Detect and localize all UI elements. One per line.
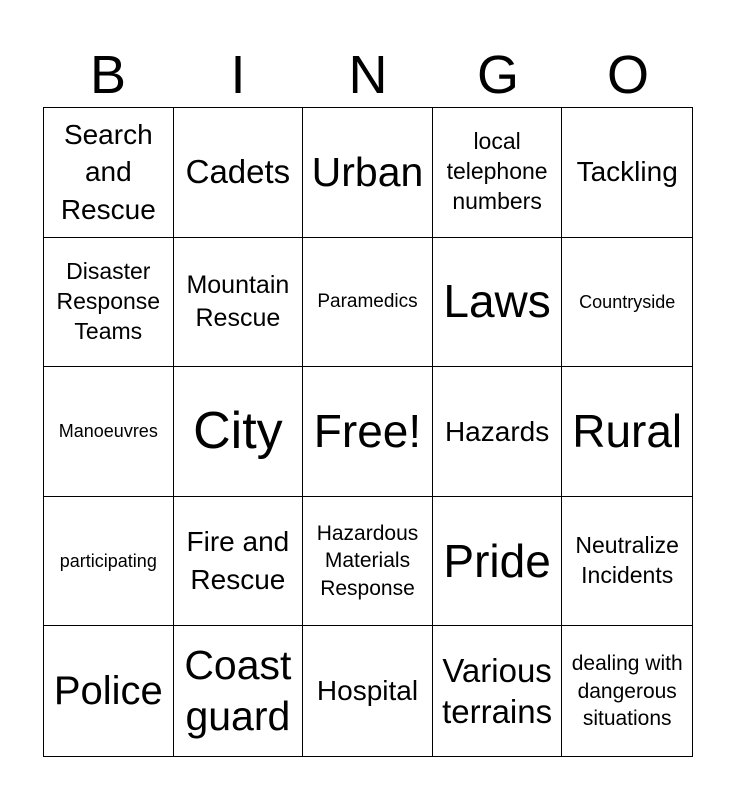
cell-label: Laws: [443, 275, 551, 328]
bingo-cell[interactable]: [303, 108, 433, 238]
bingo-cell[interactable]: [433, 238, 563, 368]
bingo-cell[interactable]: [303, 367, 433, 497]
bingo-cell[interactable]: [562, 497, 692, 627]
cell-label: local telephone numbers: [446, 128, 548, 215]
bingo-cell[interactable]: [433, 108, 563, 238]
bingo-cell[interactable]: [433, 626, 563, 756]
cell-label: Police: [53, 669, 163, 714]
header-letter-n: N: [348, 45, 388, 105]
cell-label: dealing with dangerous situations: [571, 652, 683, 730]
header-letter-g: G: [476, 45, 519, 105]
bingo-cell[interactable]: [433, 367, 563, 497]
cell-label: Hazards: [444, 415, 550, 447]
bingo-cell[interactable]: [44, 238, 174, 368]
cell-label: Mountain Rescue: [186, 271, 290, 332]
bingo-cell[interactable]: [433, 497, 563, 627]
bingo-header: [43, 44, 693, 106]
bingo-board: [43, 107, 693, 757]
cell-label: Cadets: [185, 153, 291, 191]
cell-label: Hazardous Materials Response: [316, 522, 419, 600]
cell-label: Rural: [572, 405, 683, 458]
cell-label: Various terrains: [442, 651, 553, 731]
bingo-cell[interactable]: [174, 497, 304, 627]
bingo-cell[interactable]: [174, 626, 304, 756]
header-letter-b: B: [89, 45, 127, 105]
bingo-cell[interactable]: [44, 497, 174, 627]
bingo-cell[interactable]: [44, 108, 174, 238]
cell-label: Disaster Response Teams: [56, 258, 161, 344]
header-letter-o: O: [606, 45, 649, 105]
bingo-cell[interactable]: [174, 238, 304, 368]
bingo-cell[interactable]: [174, 108, 304, 238]
header-letter-i: I: [230, 45, 246, 105]
bingo-cell[interactable]: [303, 626, 433, 756]
cell-label: Fire and Rescue: [186, 526, 290, 596]
bingo-cell[interactable]: [44, 367, 174, 497]
cell-label: Free!: [313, 405, 422, 458]
bingo-cell[interactable]: [303, 497, 433, 627]
cell-label: participating: [59, 550, 157, 571]
cell-label: Paramedics: [317, 290, 418, 312]
cell-label: Search and Rescue: [60, 118, 156, 226]
bingo-cell[interactable]: [562, 626, 692, 756]
bingo-cell[interactable]: [44, 626, 174, 756]
bingo-cell[interactable]: [174, 367, 304, 497]
bingo-cell[interactable]: [562, 238, 692, 368]
cell-label: Coast guard: [184, 641, 292, 740]
cell-label: Hospital: [316, 675, 419, 707]
bingo-cell[interactable]: [562, 108, 692, 238]
cell-label: Neutralize Incidents: [575, 532, 679, 589]
cell-label: Tackling: [576, 156, 678, 188]
cell-label: City: [193, 401, 283, 460]
bingo-cell[interactable]: [303, 238, 433, 368]
cell-label: Countryside: [579, 291, 676, 312]
cell-label: Manoeuvres: [58, 421, 158, 442]
cell-label: Urban: [311, 148, 424, 195]
bingo-cell[interactable]: [562, 367, 692, 497]
cell-label: Pride: [443, 534, 551, 587]
